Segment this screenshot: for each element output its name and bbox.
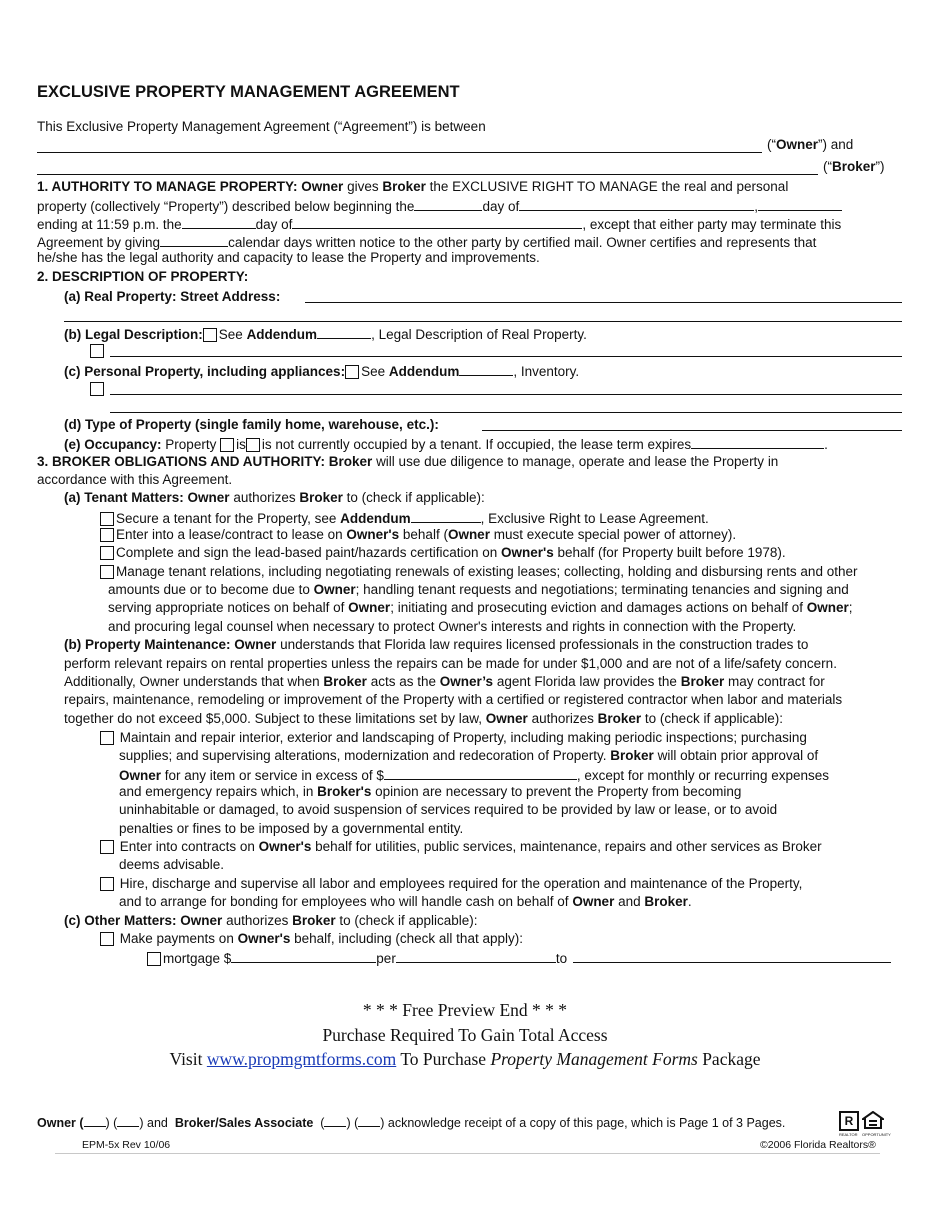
legal-other-checkbox[interactable] xyxy=(90,344,104,358)
property-type-field[interactable] xyxy=(482,430,902,431)
occupied-is-not-checkbox[interactable] xyxy=(246,438,260,452)
maintain-repair-item: Maintain and repair interior, exterior and landscaping of Property, including making periodic inspections; purchasing xyxy=(100,729,807,747)
maintenance-line-4: repairs, maintenance, remodeling or improvement of the Property with a certified or registered contractor when labor and materials xyxy=(64,692,843,707)
purchase-link-line: Visit www.propmgmtforms.com To Purchase Property Management Forms Package xyxy=(169,1049,761,1069)
tenant-leadpaint-checkbox[interactable] xyxy=(100,546,114,560)
maintain-repair-line-5: uninhabitable or damaged, to avoid suspension of services required to be provided by law or lease, or to avoid xyxy=(119,802,778,817)
utility-contracts-item: Enter into contracts on Owner's behalf for utilities, public services, maintenance, repairs and other services as Broker xyxy=(100,838,822,856)
personal-other-line xyxy=(90,380,106,398)
broker-initials-1[interactable] xyxy=(324,1114,346,1127)
section-3-line-1: 3. BROKER OBLIGATIONS AND AUTHORITY: Broker will use due diligence to manage, operate and lease the Property in xyxy=(37,454,779,469)
maintain-repair-line-3: Owner for any item or service in excess of $ , except for monthly or recurring expenses xyxy=(119,765,829,785)
maintain-repair-line-6: penalties or fines to be imposed by a governmental entity. xyxy=(119,821,464,836)
maintain-repair-checkbox[interactable] xyxy=(100,731,114,745)
approval-amount-field[interactable] xyxy=(384,765,577,780)
owner-name-field[interactable] xyxy=(37,152,762,153)
tenant-secure-item: Secure a tenant for the Property, see Addendum , Exclusive Right to Lease Agreement. xyxy=(100,508,709,528)
section-1-line-5: he/she has the legal authority and capacity to lease the Property and improvements. xyxy=(37,250,540,265)
make-payments-checkbox[interactable] xyxy=(100,932,114,946)
maintenance-line-3: Additionally, Owner understands that when Broker acts as the Owner’s agent Florida law provides the Broker may contract for xyxy=(64,674,825,689)
tenant-secure-checkbox[interactable] xyxy=(100,512,114,526)
propmgmtforms-link[interactable]: www.propmgmtforms.com xyxy=(206,1049,397,1069)
lease-expires-field[interactable] xyxy=(691,434,824,449)
document-title: EXCLUSIVE PROPERTY MANAGEMENT AGREEMENT xyxy=(37,83,460,101)
labor-item: Hire, discharge and supervise all labor and employees required for the operation and maintenance of the Property, xyxy=(100,875,802,893)
mortgage-amount-field[interactable] xyxy=(231,948,376,963)
tenant-relations-line-3: serving appropriate notices on behalf of Owner; initiating and prosecuting eviction and damages actions on behalf of Owner; xyxy=(108,600,853,615)
tenant-lease-checkbox[interactable] xyxy=(100,528,114,542)
section-3-line-2: accordance with this Agreement. xyxy=(37,472,233,487)
section-1-line-1: 1. AUTHORITY TO MANAGE PROPERTY: Owner gives Broker the EXCLUSIVE RIGHT TO MANAGE the real and personal xyxy=(37,179,789,194)
maintain-repair-line-4: and emergency repairs which, in Broker's opinion are necessary to prevent the Property from becoming xyxy=(119,784,742,799)
mortgage-period-field[interactable] xyxy=(396,948,556,963)
labor-checkbox[interactable] xyxy=(100,877,114,891)
personal-addendum-checkbox[interactable] xyxy=(345,365,359,379)
labor-line-2: and to arrange for bonding for employees who will handle cash on behalf of Owner and Broker. xyxy=(119,894,692,909)
other-matters-line: (c) Other Matters: Owner authorizes Broker to (check if applicable): xyxy=(64,913,478,928)
tenant-relations-line-2: amounts due or to become due to Owner; handling tenant requests and negotiations; terminating tenancies and signing and xyxy=(108,582,849,597)
tenant-leadpaint-item: Complete and sign the lead-based paint/hazards certification on Owner's behalf (for Property built before 1978). xyxy=(100,544,786,562)
end-month-field[interactable] xyxy=(292,214,494,229)
section-1-line-2: property (collectively “Property”) described below beginning the day of , xyxy=(37,196,842,216)
personal-property-field-2[interactable] xyxy=(110,412,902,413)
end-day-field[interactable] xyxy=(182,214,256,229)
legal-addendum-checkbox[interactable] xyxy=(203,328,217,342)
utility-contracts-checkbox[interactable] xyxy=(100,840,114,854)
tenant-relations-line-4: and procuring legal counsel when necessary to protect Owner's interests and rights in connection with the Property. xyxy=(108,619,797,634)
purchase-required-notice: Purchase Required To Gain Total Access xyxy=(322,1025,608,1045)
section-3-heading: 3. BROKER OBLIGATIONS AND AUTHORITY: xyxy=(37,454,325,469)
intro-line: This Exclusive Property Management Agreement (“Agreement”) is between xyxy=(37,119,486,134)
begin-month-field[interactable] xyxy=(519,196,754,211)
street-address-label: (a) Real Property: Street Address: xyxy=(64,289,281,304)
legal-addendum-number-field[interactable] xyxy=(317,324,371,339)
tenant-lease-item: Enter into a lease/contract to lease on Owner's behalf (Owner must execute special power of attorney). xyxy=(100,526,736,544)
maintenance-line-5: together do not exceed $5,000. Subject to these limitations set by law, Owner authorizes Broker to (check if applicable): xyxy=(64,711,783,726)
broker-name-field[interactable] xyxy=(37,174,818,175)
street-address-field[interactable] xyxy=(305,302,902,303)
maintenance-line-2: perform relevant repairs on rental properties unless the repairs can be made for under $1,000 and are not of a life/safety concern. xyxy=(64,656,837,671)
personal-addendum-number-field[interactable] xyxy=(459,361,513,376)
footer-divider xyxy=(55,1153,880,1154)
equal-housing-icon xyxy=(862,1111,884,1129)
owner-initials-1[interactable] xyxy=(84,1114,106,1127)
owner-tag: (“Owner”) and xyxy=(767,137,854,152)
maintenance-line-1: (b) Property Maintenance: Owner understands that Florida law requires licensed professionals in the construction trades to xyxy=(64,637,809,652)
make-payments-item: Make payments on Owner's behalf, including (check all that apply): xyxy=(100,930,523,948)
form-id: EPM-5x Rev 10/06 xyxy=(82,1139,171,1151)
section-1-line-3: ending at 11:59 p.m. the day of , except that either party may terminate this xyxy=(37,214,841,234)
realtor-logo: R REALTOR xyxy=(839,1111,857,1137)
mortgage-item: mortgage $ per to xyxy=(147,948,891,968)
section-1-heading: 1. AUTHORITY TO MANAGE PROPERTY: xyxy=(37,179,298,194)
notice-days-field[interactable] xyxy=(160,232,228,247)
broker-tag: (“Broker”) xyxy=(823,159,885,174)
personal-property-line: (c) Personal Property, including appliances: See Addendum , Inventory. xyxy=(64,361,579,381)
mortgage-checkbox[interactable] xyxy=(147,952,161,966)
tenant-matters-line: (a) Tenant Matters: Owner authorizes Broker to (check if applicable): xyxy=(64,490,485,505)
legal-other-line xyxy=(90,342,106,360)
section-1-line-4: Agreement by giving calendar days written notice to the other party by certified mail. Owner certifies and represents that xyxy=(37,232,816,252)
personal-property-field[interactable] xyxy=(110,394,902,395)
street-address-field-2[interactable] xyxy=(64,321,902,322)
end-year-field[interactable] xyxy=(494,214,582,229)
broker-initials-2[interactable] xyxy=(358,1114,380,1127)
equal-housing-logo: OPPORTUNITY xyxy=(862,1111,886,1137)
personal-other-checkbox[interactable] xyxy=(90,382,104,396)
tenant-relations-checkbox[interactable] xyxy=(100,565,114,579)
owner-initials-2[interactable] xyxy=(117,1114,139,1127)
utility-contracts-line-2: deems advisable. xyxy=(119,857,225,872)
legal-description-line: (b) Legal Description: See Addendum , Legal Description of Real Property. xyxy=(64,324,587,344)
occupied-is-checkbox[interactable] xyxy=(220,438,234,452)
maintain-repair-line-2: supplies; and supervising alterations, modernization and redecoration of Property. Broker will obtain prior approval of xyxy=(119,748,819,763)
preview-end-notice: * * * Free Preview End * * * xyxy=(362,1000,568,1020)
begin-year-field[interactable] xyxy=(758,196,842,211)
begin-day-field[interactable] xyxy=(414,196,482,211)
lease-addendum-field[interactable] xyxy=(411,508,481,523)
legal-description-field[interactable] xyxy=(110,356,902,357)
tenant-relations-item: Manage tenant relations, including negotiating renewals of existing leases; collecting, holding and disbursing rents and other xyxy=(100,563,857,581)
acknowledgement-line: Owner ( ) ( ) and Broker/Sales Associate ( ) ( ) acknowledge receipt of a copy of this page, which is Page 1 of 3 Pages. xyxy=(37,1116,786,1130)
mortgage-payee-field[interactable] xyxy=(573,948,891,963)
copyright: ©2006 Florida Realtors® xyxy=(760,1139,876,1151)
occupancy-line: (e) Occupancy: Property is is not currently occupied by a tenant. If occupied, the lease term expires . xyxy=(64,434,828,454)
section-2-heading: 2. DESCRIPTION OF PROPERTY: xyxy=(37,269,249,284)
property-type-label: (d) Type of Property (single family home, warehouse, etc.): xyxy=(64,417,439,432)
